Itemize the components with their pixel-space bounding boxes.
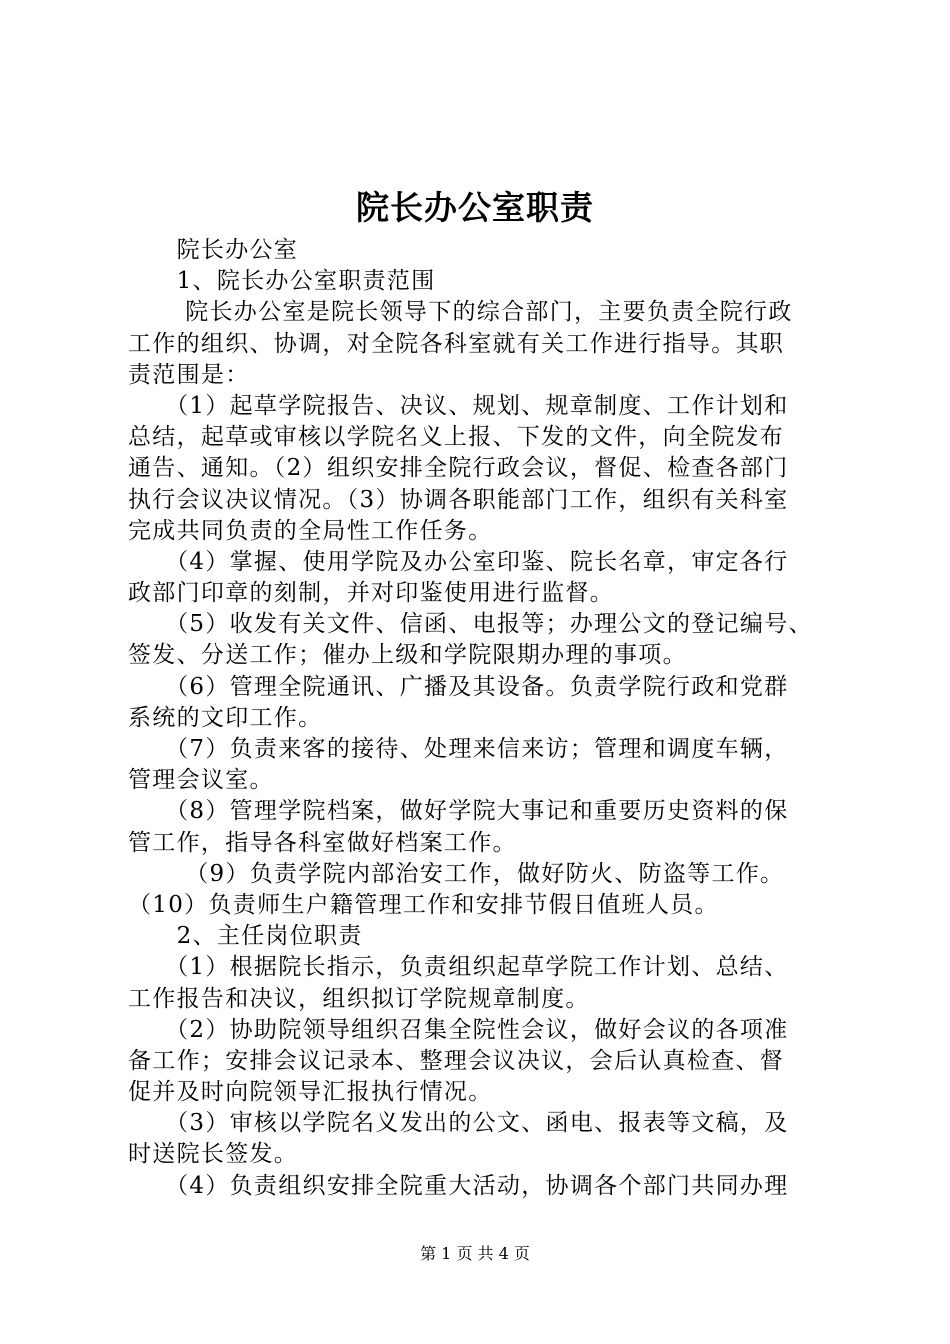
text-line: 工作报告和决议，组织拟订学院规章制度。 (128, 985, 590, 1012)
text-line: 政部门印章的刻制，并对印鉴使用进行监督。 (128, 580, 614, 607)
text-line: 院长办公室 (128, 237, 299, 263)
text-line: （7）负责来客的接待、处理来信来访；管理和调度车辆， (128, 736, 789, 762)
text-line: （4）负责组织安排全院重大活动，协调各个部门共同办理 (128, 1172, 789, 1199)
text-line: 执行会议决议情况。（3）协调各职能部门工作，组织有关科室 (128, 486, 789, 513)
text-line: （8）管理学院档案，做好学院大事记和重要历史资料的保 (128, 798, 789, 825)
document-body (128, 235, 836, 1202)
text-line: 工作的组织、协调，对全院各科室就有关工作进行指导。其职 (128, 330, 785, 357)
text-line: 责范围是： (128, 361, 250, 388)
text-line: （2）协助院领导组织召集全院性会议，做好会议的各项准 (128, 1016, 789, 1043)
text-line: （6）管理全院通讯、广播及其设备。负责学院行政和党群 (128, 673, 789, 700)
text-line: （9）负责学院内部治安工作，做好防火、防盗等工作。 (128, 860, 785, 887)
text-line: 1、院长办公室职责范围 (128, 268, 436, 295)
text-line: 时送院长签发。 (128, 1141, 299, 1168)
text-line: 系统的文印工作。 (128, 704, 323, 731)
text-line: （1）起草学院报告、决议、规划、规章制度、工作计划和 (128, 392, 789, 419)
page-number-footer: 第 1 页 共 4 页 (420, 1244, 530, 1263)
text-line: （3）审核以学院名义发出的公文、函电、报表等文稿，及 (128, 1110, 789, 1137)
text-line: 管工作，指导各科室做好档案工作。 (128, 829, 517, 856)
text-line: 总结，起草或审核以学院名义上报、下发的文件，向全院发布 (128, 424, 785, 451)
text-line: 院长办公室是院长领导下的综合部门，主要负责全院行政 (128, 299, 793, 326)
text-line: （4）掌握、使用学院及办公室印鉴、院长名章，审定各行 (128, 548, 789, 575)
text-line: 通告、通知。（2）组织安排全院行政会议，督促、检查各部门 (128, 455, 789, 482)
text-line: 管理会议室。 (128, 767, 274, 794)
text-line: 2、主任岗位职责 (128, 923, 363, 950)
text-line: 备工作；安排会议记录本、整理会议决议，会后认真检查、督 (128, 1047, 785, 1074)
text-line: 完成共同负责的全局性工作任务。 (128, 517, 493, 544)
text-line: 促并及时向院领导汇报执行情况。 (128, 1079, 493, 1106)
text-line: 签发、分送工作；催办上级和学院限期办理的事项。 (128, 642, 687, 669)
text-line: （1）根据院长指示，负责组织起草学院工作计划、总结、 (128, 954, 789, 981)
page-title: 院长办公室职责 (356, 188, 594, 227)
text-line: （10）负责师生户籍管理工作和安排节假日值班人员。 (128, 891, 719, 918)
text-line: （5）收发有关文件、信函、电报等；办理公文的登记编号、 (128, 611, 813, 638)
